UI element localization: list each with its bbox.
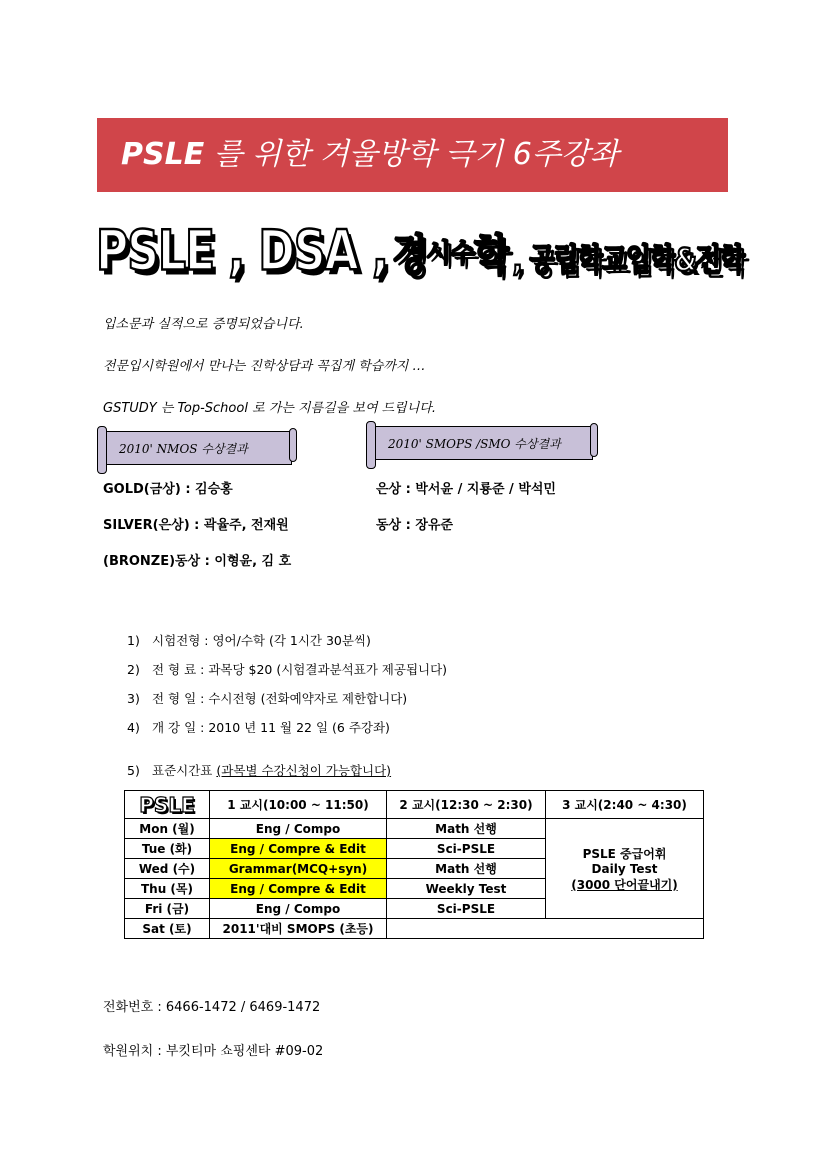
award-bronze: (BRONZE)동상 : 이형윤, 김 호 bbox=[103, 554, 292, 569]
headline bbox=[96, 219, 745, 292]
period-header: 3 교시(2:40 ~ 4:30) bbox=[546, 791, 704, 819]
p2-cell: Sci-PSLE bbox=[387, 839, 546, 859]
timetable bbox=[124, 790, 704, 939]
location-line: 학원위치 : 부킷티마 쇼핑센타 #09-02 bbox=[103, 1044, 324, 1059]
headline-part2b: 시수 bbox=[426, 239, 475, 269]
smops-scroll-banner: 2010' SMOPS /SMO 수상결과 bbox=[373, 426, 593, 460]
p1-cell: Eng / Compre & Edit bbox=[210, 879, 387, 899]
award-gold: GOLD(금상) : 김승홍 bbox=[103, 482, 233, 497]
headline-part3: , 공립학교입학&전학 bbox=[512, 242, 745, 279]
p1-cell: 2011'대비 SMOPS (초등) bbox=[210, 919, 387, 939]
p3-cell: PSLE 중급어휘 Daily Test (3000 단어끝내기) bbox=[546, 819, 704, 919]
day-label: Wed (수) bbox=[125, 859, 210, 879]
p2-cell: Math 선행 bbox=[387, 819, 546, 839]
p1-cell: Eng / Compre & Edit bbox=[210, 839, 387, 859]
award-silver: SILVER(은상) : 곽율주, 전재원 bbox=[103, 518, 289, 533]
day-label: Thu (목) bbox=[125, 879, 210, 899]
headline-part1: PSLE , DSA , bbox=[96, 219, 388, 283]
period-header: 1 교시(10:00 ~ 11:50) bbox=[210, 791, 387, 819]
p2-cell: Weekly Test bbox=[387, 879, 546, 899]
title-banner bbox=[97, 118, 728, 192]
empty-cell bbox=[387, 919, 704, 939]
day-label: Sat (토) bbox=[125, 919, 210, 939]
list-item: 4) 개 강 일 : 2010 년 11 월 22 일 (6 주강좌) bbox=[127, 720, 390, 735]
list-item: 3) 전 형 일 : 수시전형 (전화예약자로 제한합니다) bbox=[127, 691, 408, 706]
award-smops-bronze: 동상 : 장유준 bbox=[376, 518, 454, 533]
p1-cell: Grammar(MCQ+syn) bbox=[210, 859, 387, 879]
p2-cell: Sci-PSLE bbox=[387, 899, 546, 919]
p1-cell: Eng / Compo bbox=[210, 899, 387, 919]
phone-line: 전화번호 : 6466-1472 / 6469-1472 bbox=[103, 1000, 321, 1015]
headline-part2c: 학 bbox=[474, 231, 509, 281]
headline-part2a: 경 bbox=[392, 231, 427, 281]
list-item: 2) 전 형 료 : 과목당 $20 (시험결과분석표가 제공됩니다) bbox=[127, 662, 448, 677]
award-smops-silver: 은상 : 박서윤 / 지룡준 / 박석민 bbox=[376, 482, 556, 497]
period-header: 2 교시(12:30 ~ 2:30) bbox=[387, 791, 546, 819]
banner-text: 를 위한 겨울방학 극기 6주강좌 bbox=[213, 137, 619, 172]
intro-line-2: 전문입시학원에서 만나는 진학상담과 꼭집게 학습까지 … bbox=[103, 359, 426, 374]
p1-cell: Eng / Compo bbox=[210, 819, 387, 839]
timetable-intro: 5) 표준시간표 (과목별 수강신청이 가능합니다) bbox=[127, 763, 392, 778]
intro-line-1: 입소문과 실적으로 증명되었습니다. bbox=[103, 317, 304, 332]
day-label: Fri (금) bbox=[125, 899, 210, 919]
list-item: 1) 시험전형 : 영어/수학 (각 1시간 30분씩) bbox=[127, 633, 371, 648]
banner-prefix: PSLE bbox=[121, 137, 205, 172]
intro-line-3: GSTUDY 는 Top-School 로 가는 지름길을 보여 드립니다. bbox=[103, 401, 436, 416]
p2-cell: Math 선행 bbox=[387, 859, 546, 879]
day-label: Tue (화) bbox=[125, 839, 210, 859]
timetable-corner: PSLE bbox=[125, 791, 210, 819]
timetable-note: (과목별 수강신청이 가능합니다) bbox=[216, 763, 392, 778]
day-label: Mon (월) bbox=[125, 819, 210, 839]
nmos-scroll-banner: 2010' NMOS 수상결과 bbox=[104, 431, 292, 465]
